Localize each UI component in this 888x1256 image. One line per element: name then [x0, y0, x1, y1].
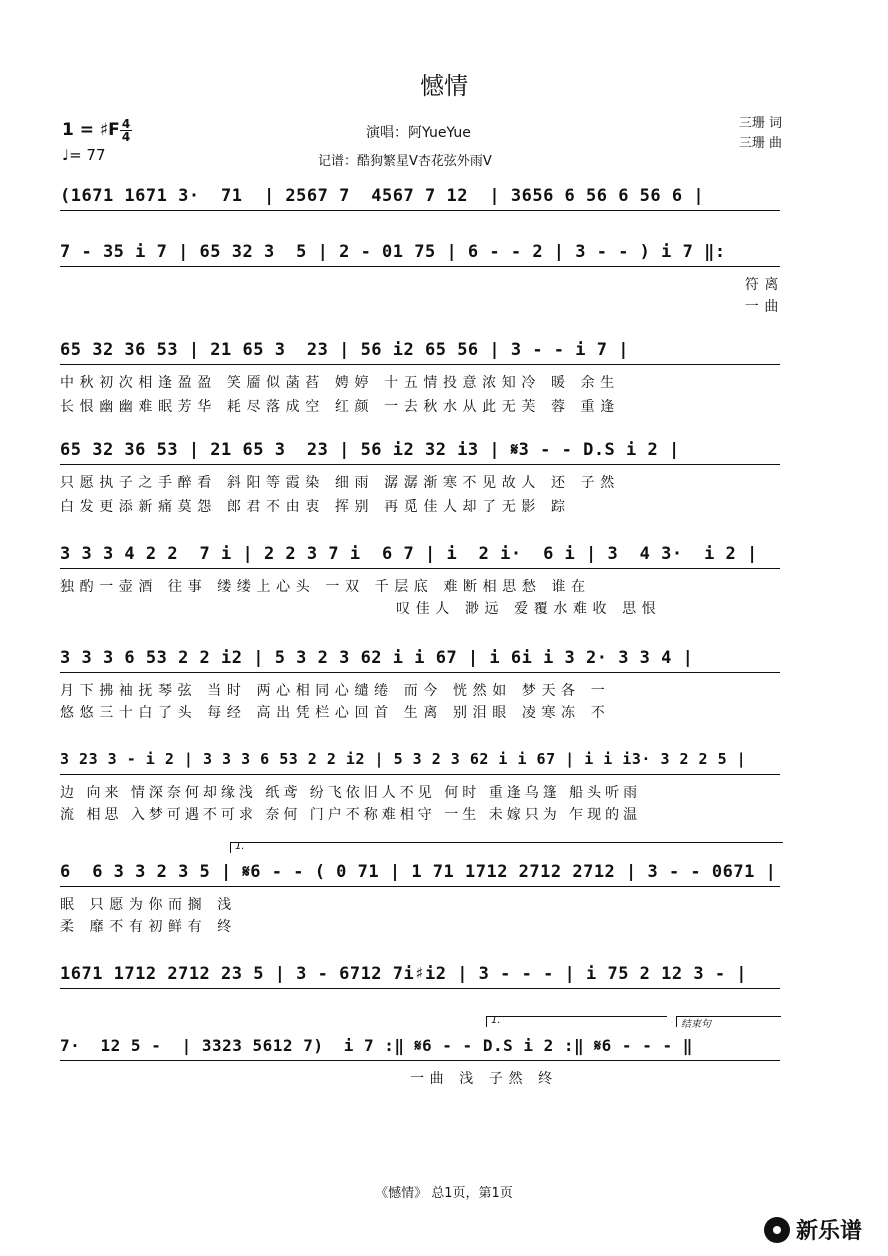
volta-label: 结束句	[681, 1019, 711, 1030]
score-row-9	[60, 964, 784, 986]
lyric-row-7-verse-2: 流 相思 入梦可遇不可求 奈何 门户不称难相守 一生 未嫁只为 乍现的温	[60, 807, 642, 823]
lyric-row-6-verse-1: 月下拂袖抚琴弦 当时 两心相同心缱绻 而今 恍然如 梦天各 一	[60, 683, 611, 699]
beam-line	[60, 210, 780, 211]
beam-line	[60, 1060, 780, 1061]
volta-label: 1.	[491, 1015, 501, 1026]
beam-line	[60, 886, 780, 887]
logo-text: 新乐谱	[796, 1219, 863, 1244]
time-signature-bottom: 4	[121, 130, 131, 144]
lyric-row-5-verse-1: 独酌一壶酒 往事 缕缕上心头 一双 千层底 难断相思愁 谁在	[60, 579, 591, 595]
lyric-intro-2: 一曲	[744, 299, 784, 315]
notation-line: (1671 1671 3· 71 | 2567 7 4567 7 12 | 3656 6 56 6 56 6 |	[60, 186, 705, 206]
lyric-row-5-verse-2: 叹佳人 渺远 爱覆水难收 思恨	[396, 601, 662, 617]
score-row-6	[60, 648, 784, 670]
lyric-row-3-verse-2: 长恨幽幽难眠芳华 耗尽落成空 红颜 一去秋水从此无芙 蓉 重逢	[60, 399, 620, 415]
volta-first-ending-2	[486, 1016, 667, 1027]
record-disc-icon	[764, 1217, 790, 1243]
beam-line	[60, 774, 780, 775]
notation-line: 3 3 3 6 53 2 2 i2 | 5 3 2 3 62 i i 67 | i 6i i 3 2· 3 3 4 |	[60, 648, 694, 668]
beam-line	[60, 364, 780, 365]
notation-line: 6 6 3 3 2 3 5 | 𝄋6 - - ( 0 71 | 1 71 1712 2712 2712 | 3 - - 0671 |	[60, 862, 777, 882]
score-row-5	[60, 544, 784, 566]
beam-line	[60, 672, 780, 673]
lyric-row-3-verse-1: 中秋初次相逢盈盈 笑靥似菡萏 娉婷 十五情投意浓知冷 暖 余生	[60, 375, 620, 391]
beam-line	[60, 464, 780, 465]
site-logo	[764, 1214, 862, 1245]
score-row-2	[60, 242, 784, 264]
beam-line	[60, 568, 780, 569]
score-row-3	[60, 340, 784, 362]
key-signature: 1 = ♯F	[62, 120, 120, 140]
beam-line	[60, 266, 780, 267]
lyric-row-6-verse-2: 悠悠三十白了头 每经 高出凭栏心回首 生离 别泪眼 凌寒冻 不	[60, 705, 611, 721]
volta-first-ending	[230, 842, 783, 853]
volta-ending-phrase	[676, 1016, 781, 1030]
score-row-4	[60, 440, 784, 462]
lyric-row-8-verse-2: 柔 靡不有初鲜有 终	[60, 919, 237, 935]
notation-line: 7· 12 5 - | 3323 5612 7) i 7 :‖ 𝄋6 - - D.S i 2 :‖ 𝄋6 - - - ‖	[60, 1036, 693, 1055]
notation-line: 7 - 35 i 7 | 65 32 3 5 | 2 - 01 75 | 6 - - 2 | 3 - - ) i 7 ‖:	[60, 242, 726, 262]
lyric-row-10: 一曲 浅 子然 终	[410, 1071, 558, 1087]
volta-label: 1.	[235, 841, 245, 852]
page-footer: 《憾情》 总1页，第1页	[375, 1186, 513, 1201]
lyric-row-4-verse-1: 只愿执子之手醉看 斜阳等霞染 细雨 潺潺渐寒不见故人 还 子然	[60, 475, 620, 491]
singer-credit: 演唱：阿YueYue	[366, 125, 471, 141]
lyric-row-4-verse-2: 白发更添新痛莫怨 郎君不由衷 挥别 再觅佳人却了无影 踪	[60, 499, 571, 515]
notation-line: 65 32 36 53 | 21 65 3 23 | 56 i2 65 56 | 3 - - i 7 |	[60, 340, 629, 360]
notation-line: 3 23 3 - i 2 | 3 3 3 6 53 2 2 i2 | 5 3 2 3 62 i i 67 | i i i3· 3 2 2 5 |	[60, 750, 747, 768]
transcriber-credit: 记谱：酷狗繁星V杏花弦外雨V	[318, 154, 492, 169]
time-signature	[120, 118, 132, 143]
lyric-row-7-verse-1: 边 向来 情深奈何却缘浅 纸鸢 纷飞依旧人不见 何时 重逢乌篷 船头听雨	[60, 785, 642, 801]
lyric-intro-1: 符离	[744, 277, 784, 293]
page-title: 憾情	[420, 72, 468, 100]
score-row-7	[60, 750, 784, 772]
beam-line	[60, 988, 780, 989]
tempo-marking: ♩= 77	[62, 146, 106, 164]
score-row-10	[60, 1036, 784, 1058]
score-row-8	[60, 862, 784, 884]
notation-line: 65 32 36 53 | 21 65 3 23 | 56 i2 32 i3 | 𝄋3 - - D.S i 2 |	[60, 440, 680, 460]
lyricist-credit: 三珊 词	[738, 116, 782, 131]
lyric-row-8-verse-1: 眠 只愿为你而搁 浅	[60, 897, 237, 913]
score-row-1	[60, 186, 784, 208]
notation-line: 3 3 3 4 2 2 7 i | 2 2 3 7 i 6 7 | i 2 i· 6 i | 3 4 3· i 2 |	[60, 544, 758, 564]
time-signature-top: 4	[121, 117, 131, 131]
notation-line: 1671 1712 2712 23 5 | 3 - 6712 7i♯i2 | 3 - - - | i 75 2 12 3 - |	[60, 964, 748, 984]
composer-credit: 三珊 曲	[738, 136, 782, 151]
